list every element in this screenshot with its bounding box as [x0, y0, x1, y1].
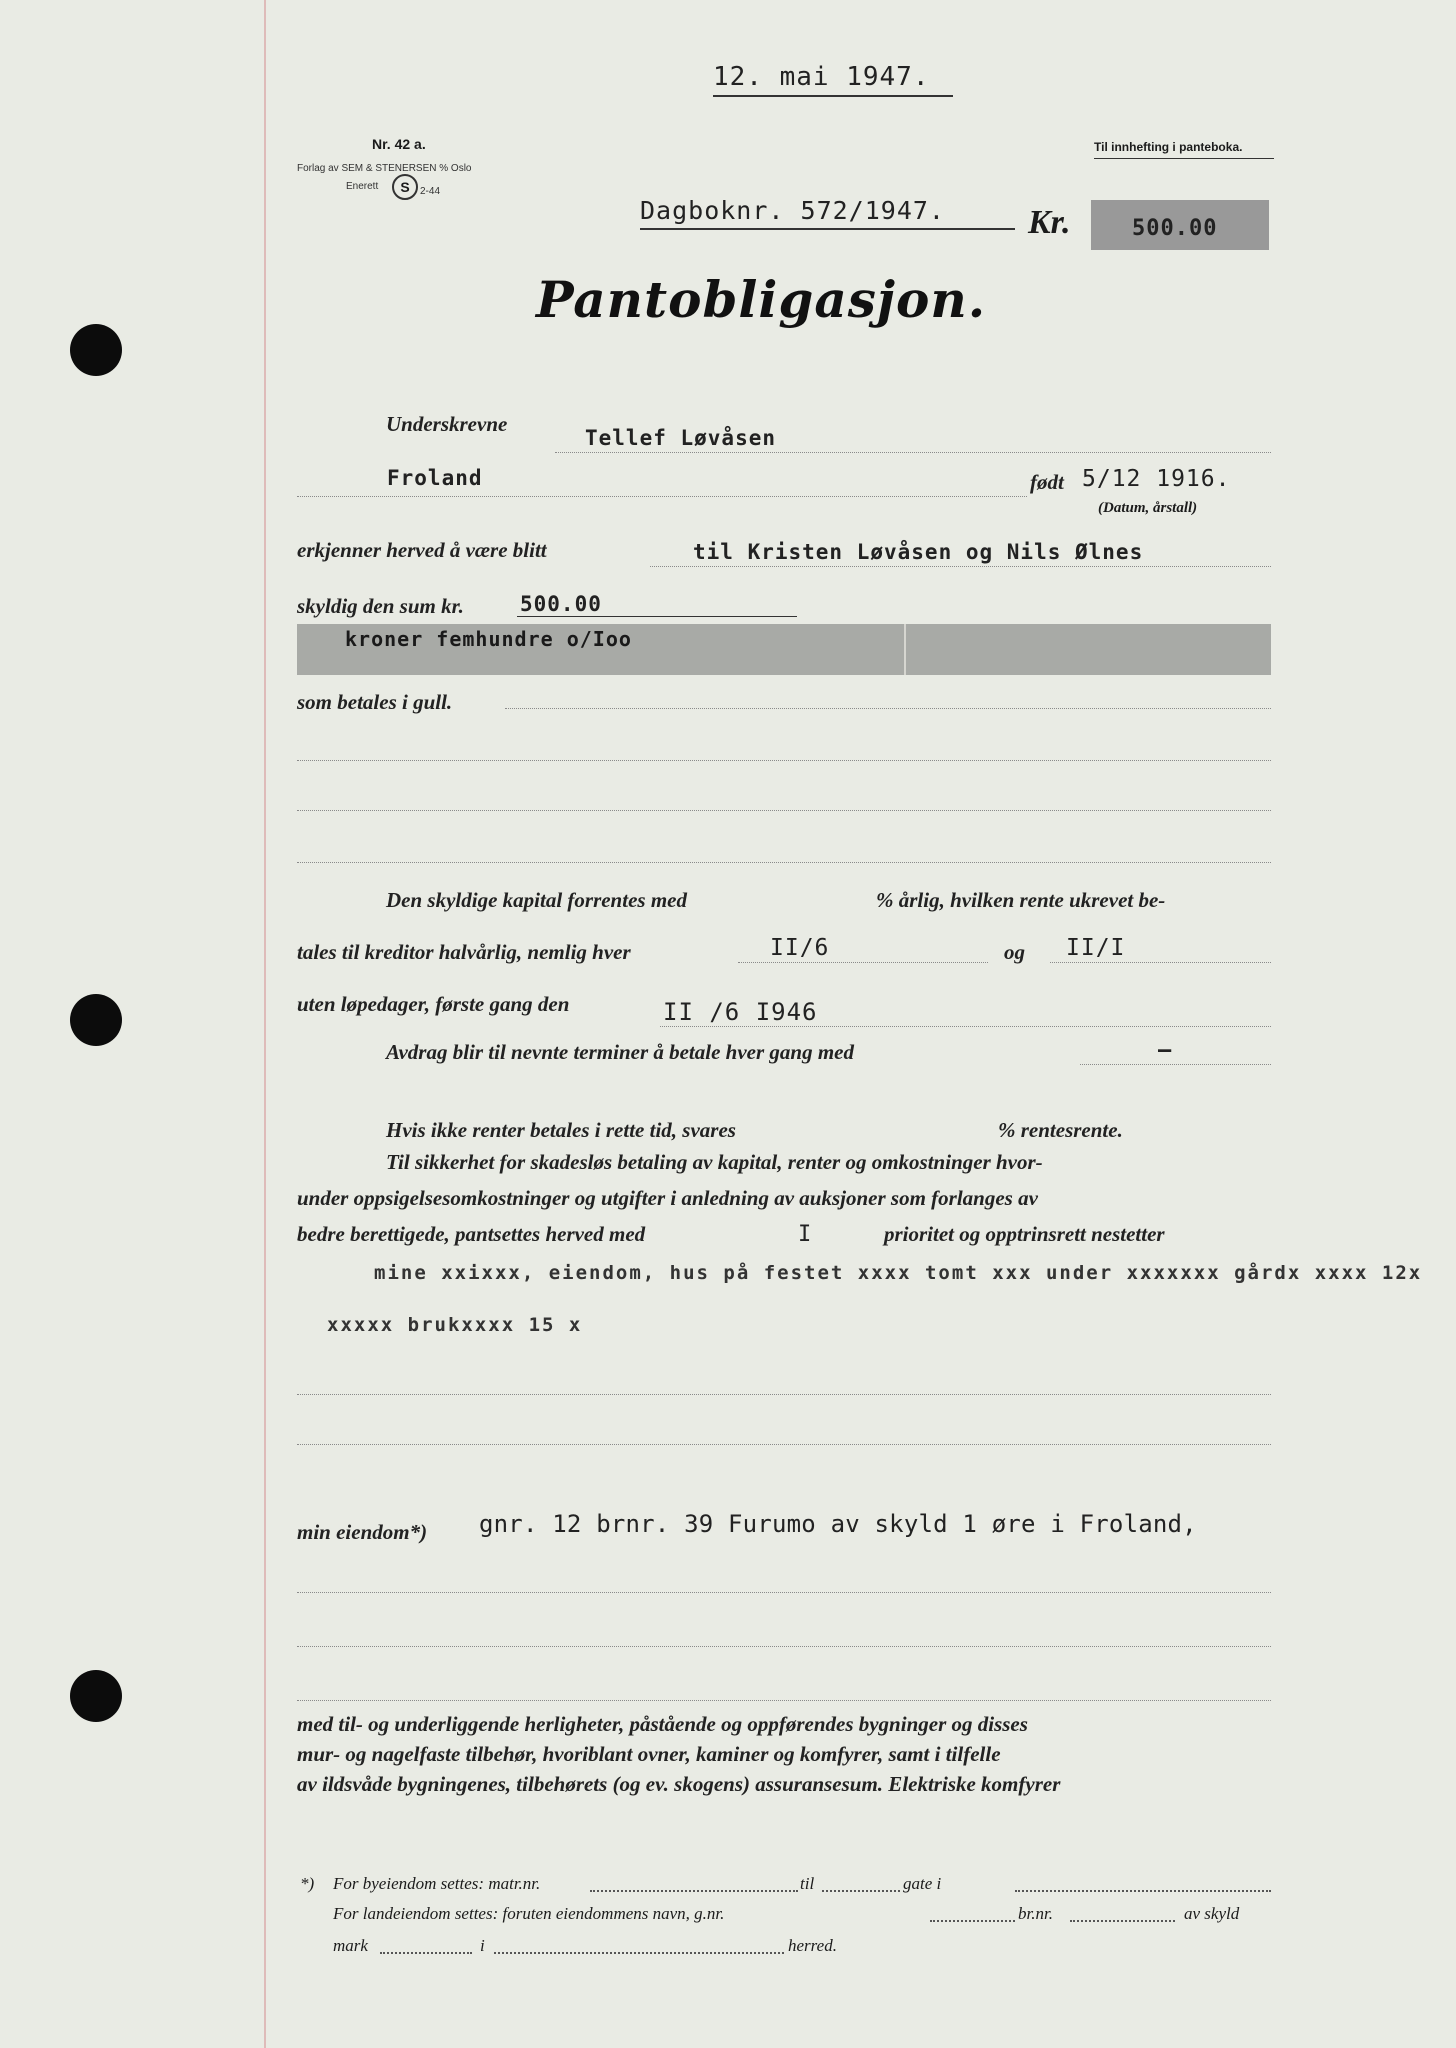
margin-line — [264, 0, 266, 2048]
undersigned-label: Underskrevne — [386, 412, 508, 436]
acknowledge-label: erkjenner herved å være blitt — [297, 538, 547, 562]
fill-line — [297, 760, 1271, 761]
publisher-logo-icon: S — [392, 174, 418, 200]
footnote-city-gate: gate i — [903, 1874, 942, 1893]
payable-line: tales til kreditor halvårlig, nemlig hver — [297, 940, 631, 964]
binding-note: Til innhefting i panteboka. — [1094, 140, 1243, 154]
punch-hole — [70, 1670, 122, 1722]
fill-line — [1050, 962, 1271, 963]
publisher-line: Forlag av SEM & STENERSEN % Oslo — [297, 163, 472, 174]
date-hint: (Datum, årstall) — [1098, 500, 1198, 516]
amount-words: kroner femhundre o/Ioo — [345, 627, 632, 651]
footnote-city-til: til — [800, 1874, 815, 1893]
and-label: og — [1004, 940, 1025, 964]
kr-label: Kr. — [1028, 204, 1071, 241]
rights-label: Enerett — [346, 181, 379, 192]
punch-hole — [70, 994, 122, 1046]
fill-line — [297, 1646, 1271, 1647]
footnote-marker: *) — [300, 1874, 315, 1893]
installment-value: – — [1158, 1038, 1173, 1063]
owed-label: skyldig den sum kr. — [297, 594, 464, 618]
struck-text-line-2: xxxxx brukxxxx 15 x — [327, 1314, 583, 1336]
place: Froland — [387, 466, 483, 490]
page-title: Pantobligasjon. — [536, 270, 987, 329]
footnote-herred: herred. — [788, 1936, 837, 1955]
interest-line-end: % årlig, hvilken rente ukrevet be- — [876, 888, 1166, 912]
property-label: min eiendom*) — [297, 1520, 428, 1544]
creditors: til Kristen Løvåsen og Nils Ølnes — [693, 540, 1144, 564]
fill-line — [297, 862, 1271, 863]
property-text: gnr. 12 brnr. 39 Furumo av skyld 1 øre i Froland, — [479, 1510, 1197, 1538]
binding-note-underline — [1094, 158, 1274, 159]
footnote-rural-line: For landeiendom settes: foruten eiendommens navn, g.nr. — [333, 1904, 725, 1923]
owed-amount: 500.00 — [520, 592, 602, 616]
security-line-2: under oppsigelsesomkostninger og utgifter i anledning av auksjoner som forlanges av — [297, 1186, 1038, 1210]
first-payment-date: II /6 I946 — [663, 998, 818, 1026]
security-line-3: bedre berettigede, pantsettes herved med — [297, 1222, 646, 1246]
fill-line — [1080, 1064, 1271, 1065]
late-interest-line: Hvis ikke renter betales i rette tid, svares — [386, 1118, 736, 1142]
footnote-city-line: For byeiendom settes: matr.nr. — [333, 1874, 541, 1893]
fill-line — [738, 962, 988, 963]
birth-date: 5/12 1916. — [1082, 466, 1231, 492]
footnote-rural-skyld: av skyld — [1184, 1904, 1240, 1923]
closing-line-1: med til- og underliggende herligheter, påstående og oppførendes bygninger og disses — [297, 1712, 1028, 1736]
punch-hole — [70, 324, 122, 376]
late-interest-line-end: % rentesrente. — [998, 1118, 1123, 1142]
fill-line — [505, 708, 1271, 709]
kr-amount: 500.00 — [1132, 216, 1218, 241]
fill-line — [297, 496, 1027, 497]
print-code: 2-44 — [420, 186, 441, 197]
fill-line — [297, 810, 1271, 811]
owed-underline — [517, 616, 797, 617]
closing-line-3: av ildsvåde bygningenes, tilbehørets (og ev. skogens) assuransesum. Elektriske komfyrer — [297, 1772, 1061, 1796]
fill-line — [660, 1026, 1271, 1027]
paid-label: som betales i gull. — [297, 690, 453, 714]
fill-line — [650, 566, 1271, 567]
date-underline — [713, 95, 953, 97]
fill-line — [297, 1700, 1271, 1701]
closing-line-2: mur- og nagelfaste tilbehør, hvoriblant ovner, kaminer og komfyrer, samt i tilfelle — [297, 1742, 1001, 1766]
security-line-1: Til sikkerhet for skadesløs betaling av kapital, renter og omkostninger hvor- — [386, 1150, 1043, 1174]
footnote-rural-brnr: br.nr. — [1018, 1904, 1053, 1923]
document-date: 12. mai 1947. — [713, 62, 930, 92]
debtor-name: Tellef Løvåsen — [585, 426, 777, 450]
first-payment-line: uten løpedager, første gang den — [297, 992, 570, 1016]
footnote-mark-i: i — [480, 1936, 485, 1955]
interest-line: Den skyldige kapital forrentes med — [386, 888, 687, 912]
struck-text-line-1: mine xxixxx, eiendom, hus på festet xxxx tomt xxx under xxxxxxx gårdx xxxx 12x — [374, 1262, 1423, 1284]
payment-date-2: II/I — [1066, 935, 1126, 961]
footnote-mark-label: mark — [333, 1936, 368, 1955]
journal-number: Dagboknr. 572/1947. — [640, 196, 945, 225]
installment-line: Avdrag blir til nevnte terminer å betale hver gang med — [386, 1040, 854, 1064]
priority: I — [798, 1222, 813, 1247]
fill-line — [297, 1444, 1271, 1445]
born-label: født — [1030, 470, 1064, 494]
fill-line — [297, 1592, 1271, 1593]
journal-underline — [640, 228, 1015, 230]
fill-line — [555, 452, 1271, 453]
fill-line — [297, 1394, 1271, 1395]
form-number: Nr. 42 a. — [372, 136, 426, 152]
security-line-3-end: prioritet og opptrinsrett nestetter — [884, 1222, 1165, 1246]
payment-date-1: II/6 — [770, 935, 830, 961]
